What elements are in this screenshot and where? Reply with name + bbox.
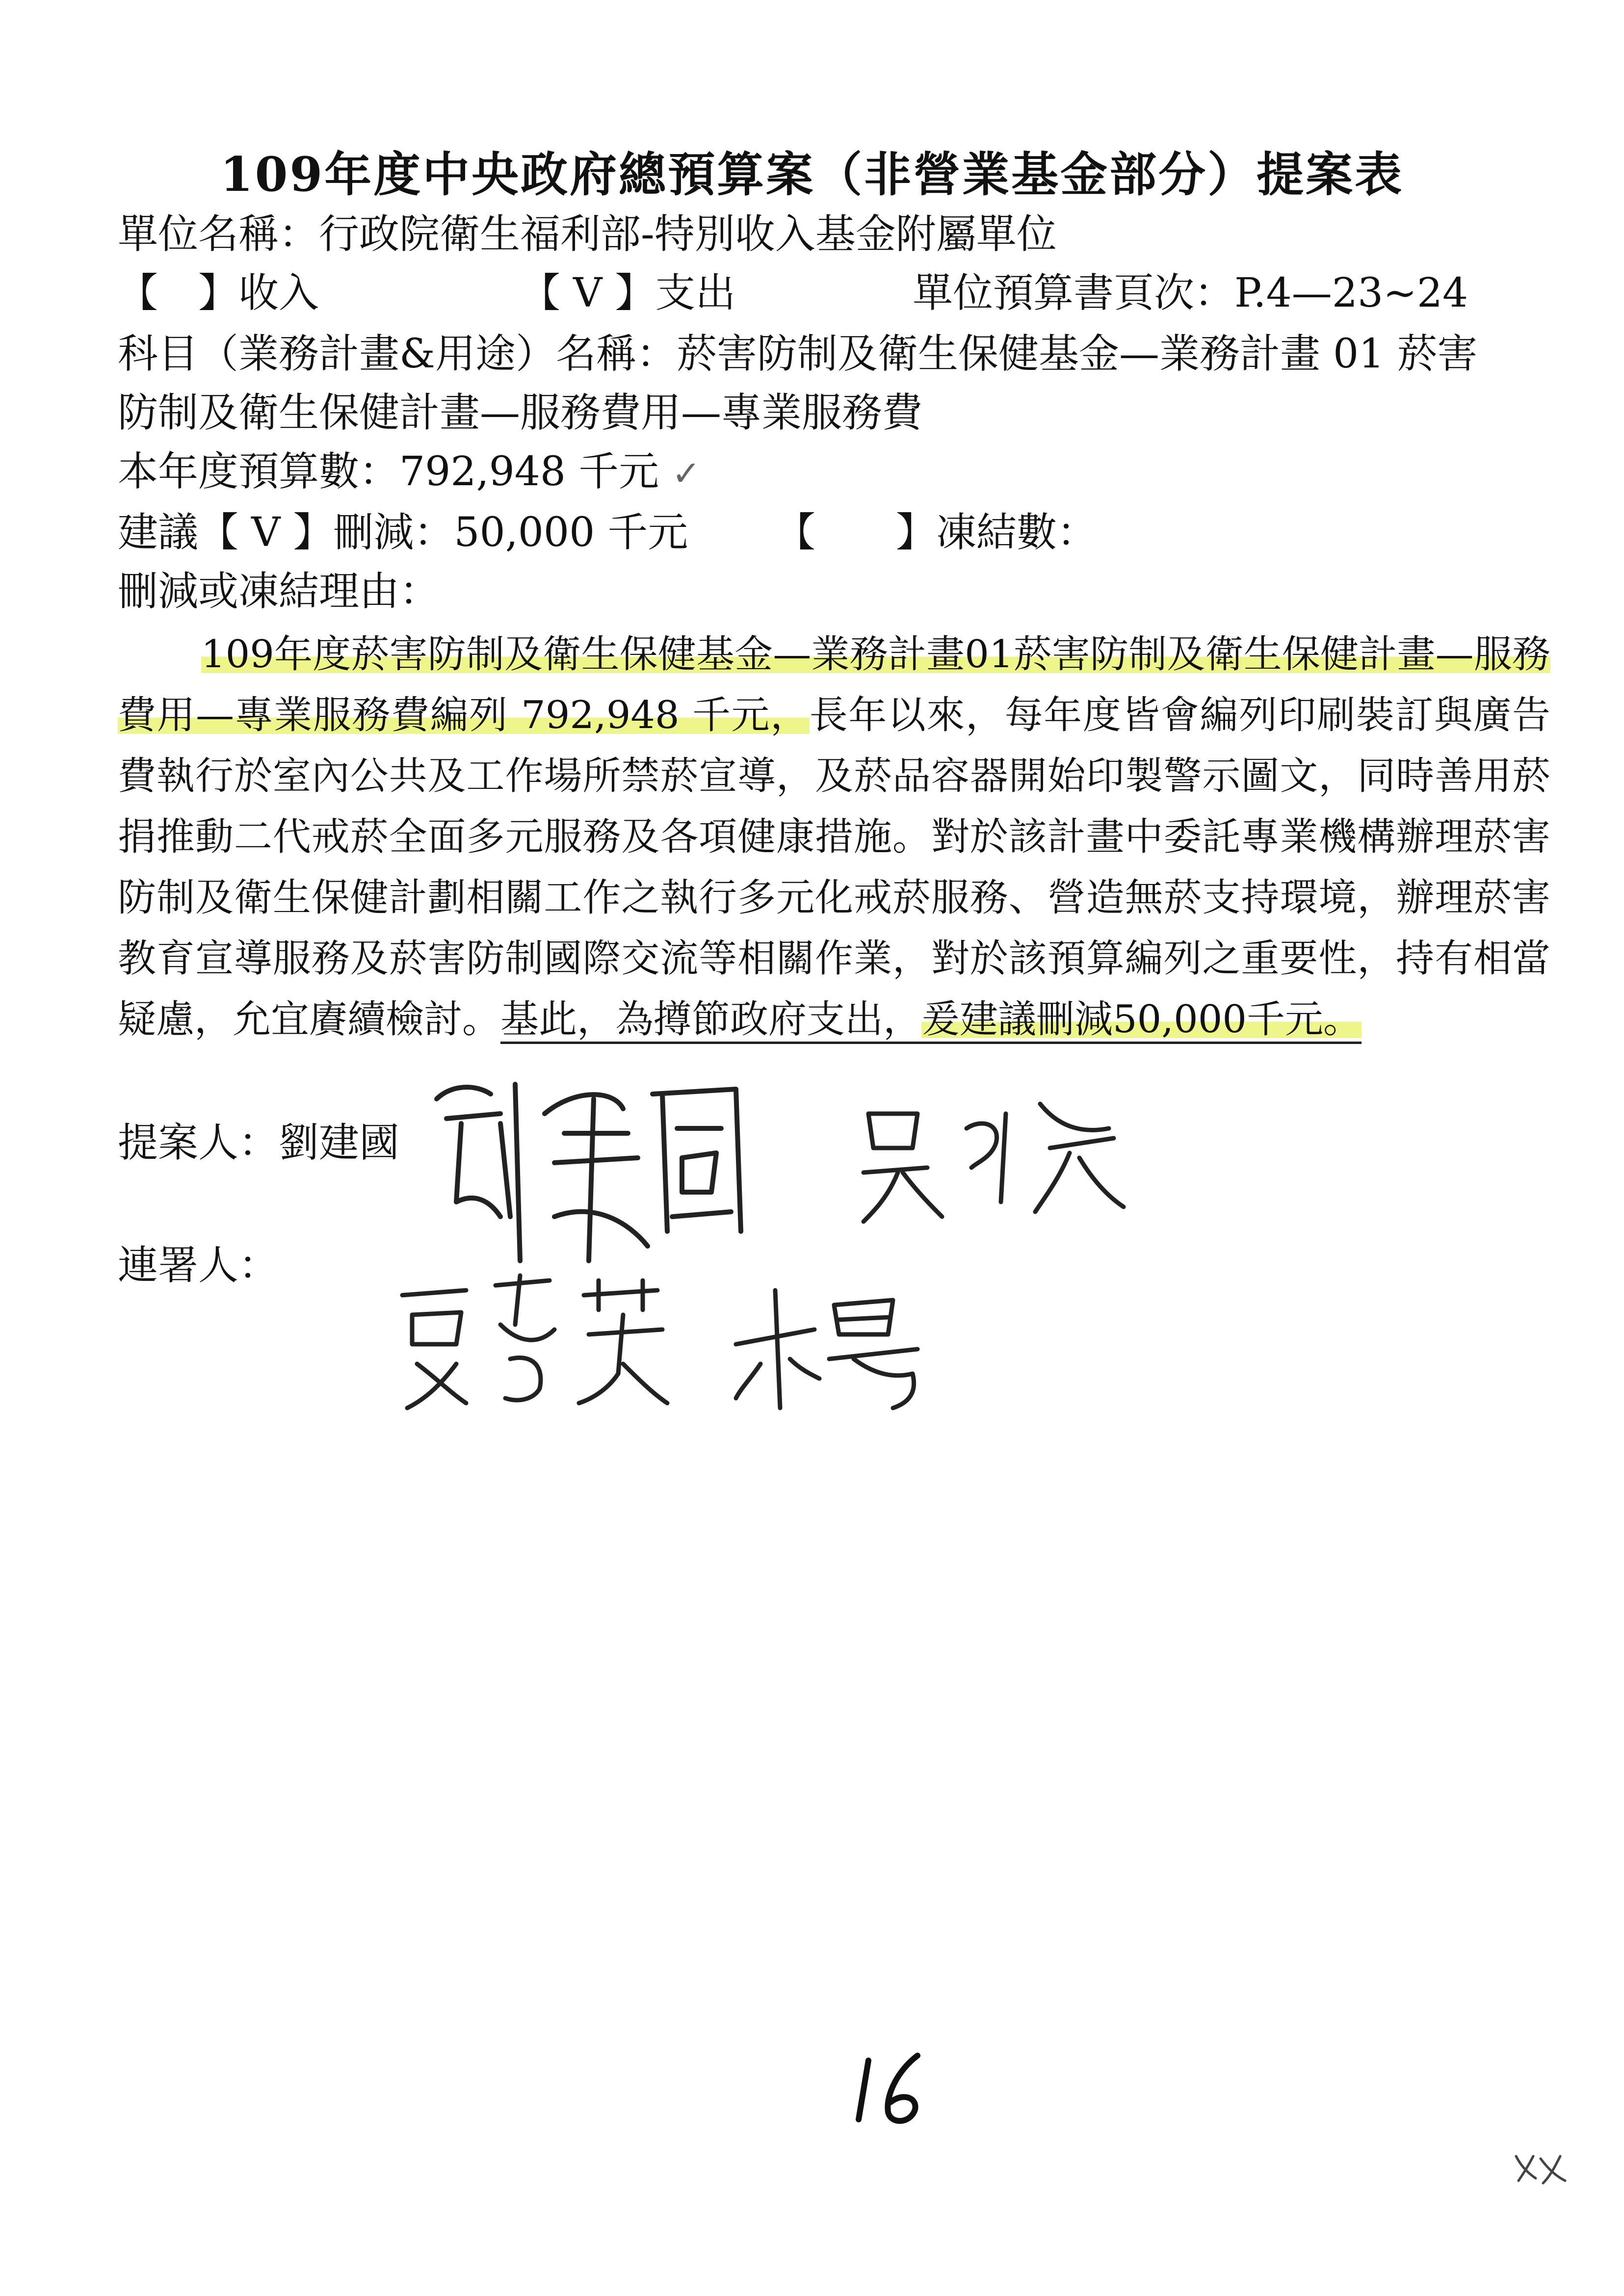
cosigner-signature-2 bbox=[393, 1266, 697, 1413]
cosigner-label: 連署人： bbox=[118, 1242, 279, 1289]
form-title: 109年度中央政府總預算案（非營業基金部分）提案表 bbox=[220, 147, 1404, 202]
proposal-freeze-field: 【 】凍結數： bbox=[775, 509, 1098, 556]
cosigner-signature-1 bbox=[854, 1084, 1128, 1231]
proposer-signature bbox=[417, 1055, 859, 1280]
reason-highlighted-text: 109年度菸害防制及衛生保健基金—業務計畫01菸害防制及衛生保健計畫—服務費用—專業服務費編列 792,948 千元， bbox=[118, 632, 1550, 737]
income-checkbox-field: 【 】收入 bbox=[118, 270, 319, 316]
proposer-label: 提案人：劉建國 bbox=[118, 1120, 400, 1166]
check-mark-icon: ✓ bbox=[672, 453, 701, 494]
subject-line-1: 科目（業務計畫&用途）名稱：菸害防制及衛生保健基金—業務計畫 01 菸害 bbox=[118, 331, 1478, 377]
reason-conclusion-highlighted: 爰建議刪減50,000千元。 bbox=[921, 997, 1362, 1044]
reason-conclusion-underlined: 基此，為撙節政府支出， bbox=[500, 997, 921, 1044]
budget-amount-line bbox=[118, 447, 701, 498]
reason-paragraph bbox=[118, 624, 1550, 1050]
reason-label: 刪減或凍結理由： bbox=[118, 568, 440, 615]
subject-line-2: 防制及衛生保健計畫—服務費用—專業服務費 bbox=[118, 390, 923, 436]
budget-page-reference: 單位預算書頁次：P.4—23~24 bbox=[913, 270, 1468, 316]
handwritten-page-number bbox=[844, 2051, 942, 2129]
unit-name-line: 單位名稱：行政院衛生福利部-特別收入基金附屬單位 bbox=[118, 211, 1057, 258]
handwritten-initials bbox=[1511, 2149, 1570, 2188]
expense-checkbox-field: 【 V 】支出 bbox=[520, 270, 736, 316]
cosigner-signature-3 bbox=[731, 1276, 947, 1413]
reason-body-text: 長年以來，每年度皆會編列印刷裝訂與廣告費執行於室內公共及工作場所禁菸宣導，及菸品容器開始印製警示圖文，同時善用菸捐推動二代戒菸全面多元服務及各項健康措施。對於該計畫中委託專業機構辦理菸害防制及衛生保健計劃相關工作之執行多元化戒菸服務、營造無菸支持環境，辦理菸害教育宣導服務及菸害防制國際交流等相關作業，對於該預算編列之重要性，持有相當疑慮，允宜賡續檢討。 bbox=[118, 693, 1550, 1042]
budget-amount-text: 本年度預算數：792,948 千元 bbox=[118, 448, 659, 495]
proposal-cut-field: 建議【 V 】刪減：50,000 千元 bbox=[118, 509, 688, 556]
